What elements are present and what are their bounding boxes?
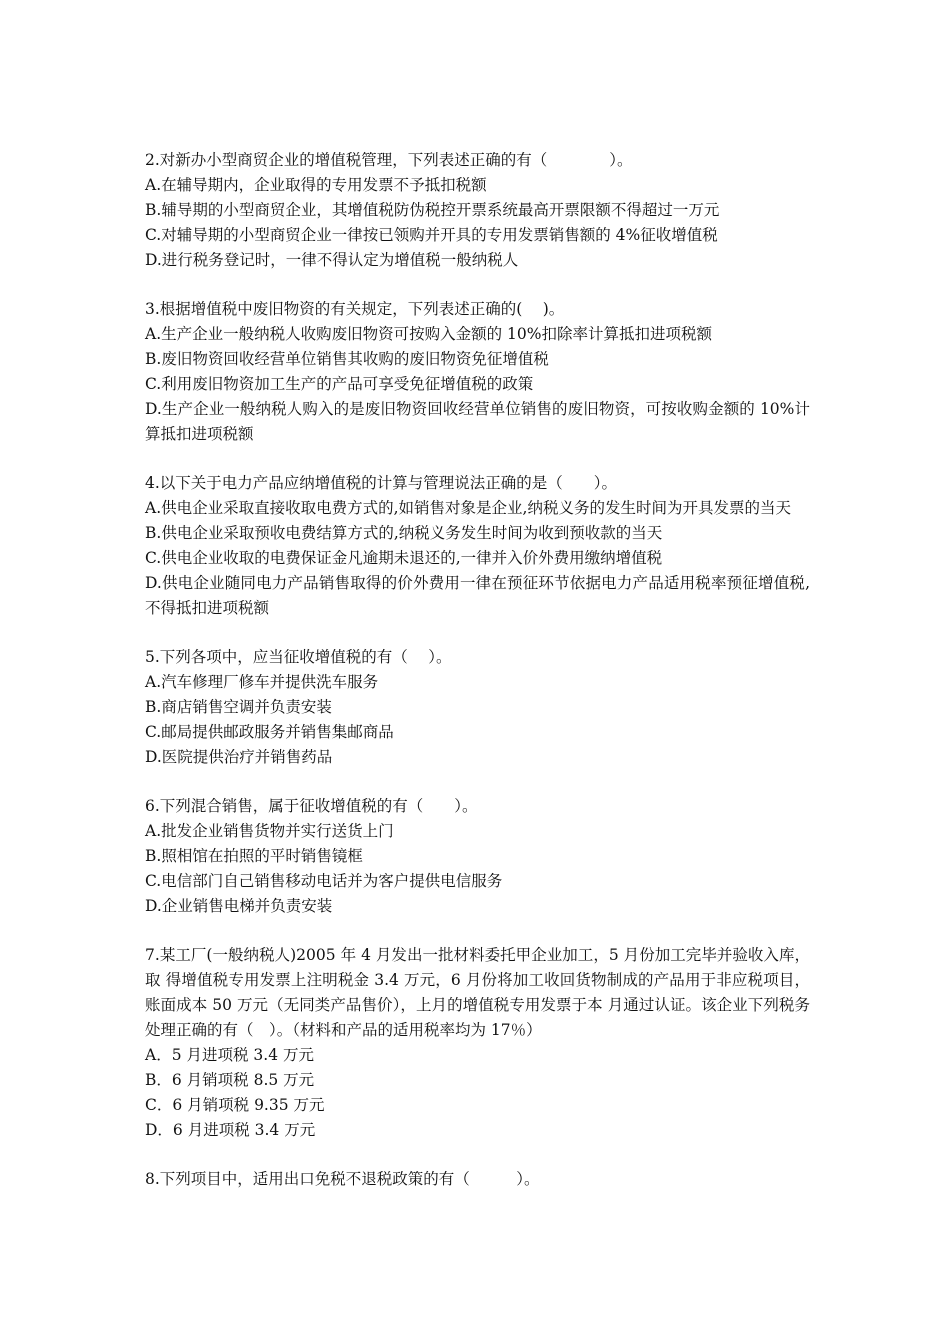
question-3-option-a: A.生产企业一般纳税人收购废旧物资可按购入金额的 10%扣除率计算抵扣进项税额 — [145, 325, 713, 343]
question-5-option-b: B.商店销售空调并负责安装 — [145, 698, 332, 716]
question-6 — [145, 794, 810, 919]
question-7 — [145, 943, 810, 1143]
question-5 — [145, 645, 810, 770]
question-3 — [145, 297, 810, 447]
question-2-option-a: A.在辅导期内，企业取得的专用发票不予抵扣税额 — [145, 176, 487, 194]
question-4-option-b: B.供电企业采取预收电费结算方式的,纳税义务发生时间为收到预收款的当天 — [145, 524, 663, 542]
question-8 — [145, 1167, 810, 1192]
question-2 — [145, 148, 810, 273]
question-2-option-d: D.进行税务登记时，一律不得认定为增值税一般纳税人 — [145, 251, 519, 269]
question-7-option-c: C．6 月销项税 9.35 万元 — [145, 1096, 325, 1114]
question-2-option-b: B.辅导期的小型商贸企业，其增值税防伪税控开票系统最高开票限额不得超过一万元 — [145, 201, 720, 219]
question-4 — [145, 471, 810, 621]
question-2-stem: 2.对新办小型商贸企业的增值税管理，下列表述正确的有（ ）。 — [145, 151, 633, 169]
question-4-stem: 4.以下关于电力产品应纳增值税的计算与管理说法正确的是（ ）。 — [145, 474, 618, 492]
question-4-option-a: A.供电企业采取直接收取电费方式的,如销售对象是企业,纳税义务的发生时间为开具发票的当天 — [145, 499, 791, 517]
question-4-option-d: D.供电企业随同电力产品销售取得的价外费用一律在预征环节依据电力产品适用税率预征增值税,不得抵扣进项税额 — [145, 574, 810, 617]
question-5-stem: 5.下列各项中，应当征收增值税的有（ ）。 — [145, 648, 452, 666]
question-3-stem: 3.根据增值税中废旧物资的有关规定，下列表述正确的( )。 — [145, 300, 565, 318]
question-7-stem: 7.某工厂(一般纳税人)2005 年 4 月发出一批材料委托甲企业加工，5 月份加工完毕并验收入库，取 得增值税专用发票上注明税金 3.4 万元，6 月份将加工收回货物制成的产品用于非应税项目，账面成本 50 万元（无同类产品售价），上月的增值税专用发票于本 月通过认证。该企业下列税务处理正确的有（ ）。（材料和产品的适用税率均为 17％） — [145, 946, 810, 1039]
question-5-option-d: D.医院提供治疗并销售药品 — [145, 748, 333, 766]
question-3-option-d: D.生产企业一般纳税人购入的是废旧物资回收经营单位销售的废旧物资，可按收购金额的 10%计算抵扣进项税额 — [145, 400, 810, 443]
question-6-option-b: B.照相馆在拍照的平时销售镜框 — [145, 847, 363, 865]
question-3-option-c: C.利用废旧物资加工生产的产品可享受免征增值税的政策 — [145, 375, 534, 393]
question-6-option-a: A.批发企业销售货物并实行送货上门 — [145, 822, 394, 840]
question-6-stem: 6.下列混合销售，属于征收增值税的有（ ）。 — [145, 797, 478, 815]
question-5-option-a: A.汽车修理厂修车并提供洗车服务 — [145, 673, 379, 691]
question-7-option-a: A．5 月进项税 3.4 万元 — [145, 1046, 314, 1064]
question-8-stem: 8.下列项目中，适用出口免税不退税政策的有（ ）。 — [145, 1170, 540, 1188]
question-6-option-c: C.电信部门自己销售移动电话并为客户提供电信服务 — [145, 872, 503, 890]
question-6-option-d: D.企业销售电梯并负责安装 — [145, 897, 333, 915]
question-3-option-b: B.废旧物资回收经营单位销售其收购的废旧物资免征增值税 — [145, 350, 549, 368]
question-list — [145, 148, 810, 1216]
question-7-option-d: D．6 月进项税 3.4 万元 — [145, 1121, 316, 1139]
question-2-option-c: C.对辅导期的小型商贸企业一律按已领购并开具的专用发票销售额的 4%征收增值税 — [145, 226, 718, 244]
question-4-option-c: C.供电企业收取的电费保证金凡逾期未退还的,一律并入价外费用缴纳增值税 — [145, 549, 663, 567]
question-5-option-c: C.邮局提供邮政服务并销售集邮商品 — [145, 723, 394, 741]
question-7-option-b: B．6 月销项税 8.5 万元 — [145, 1071, 315, 1089]
